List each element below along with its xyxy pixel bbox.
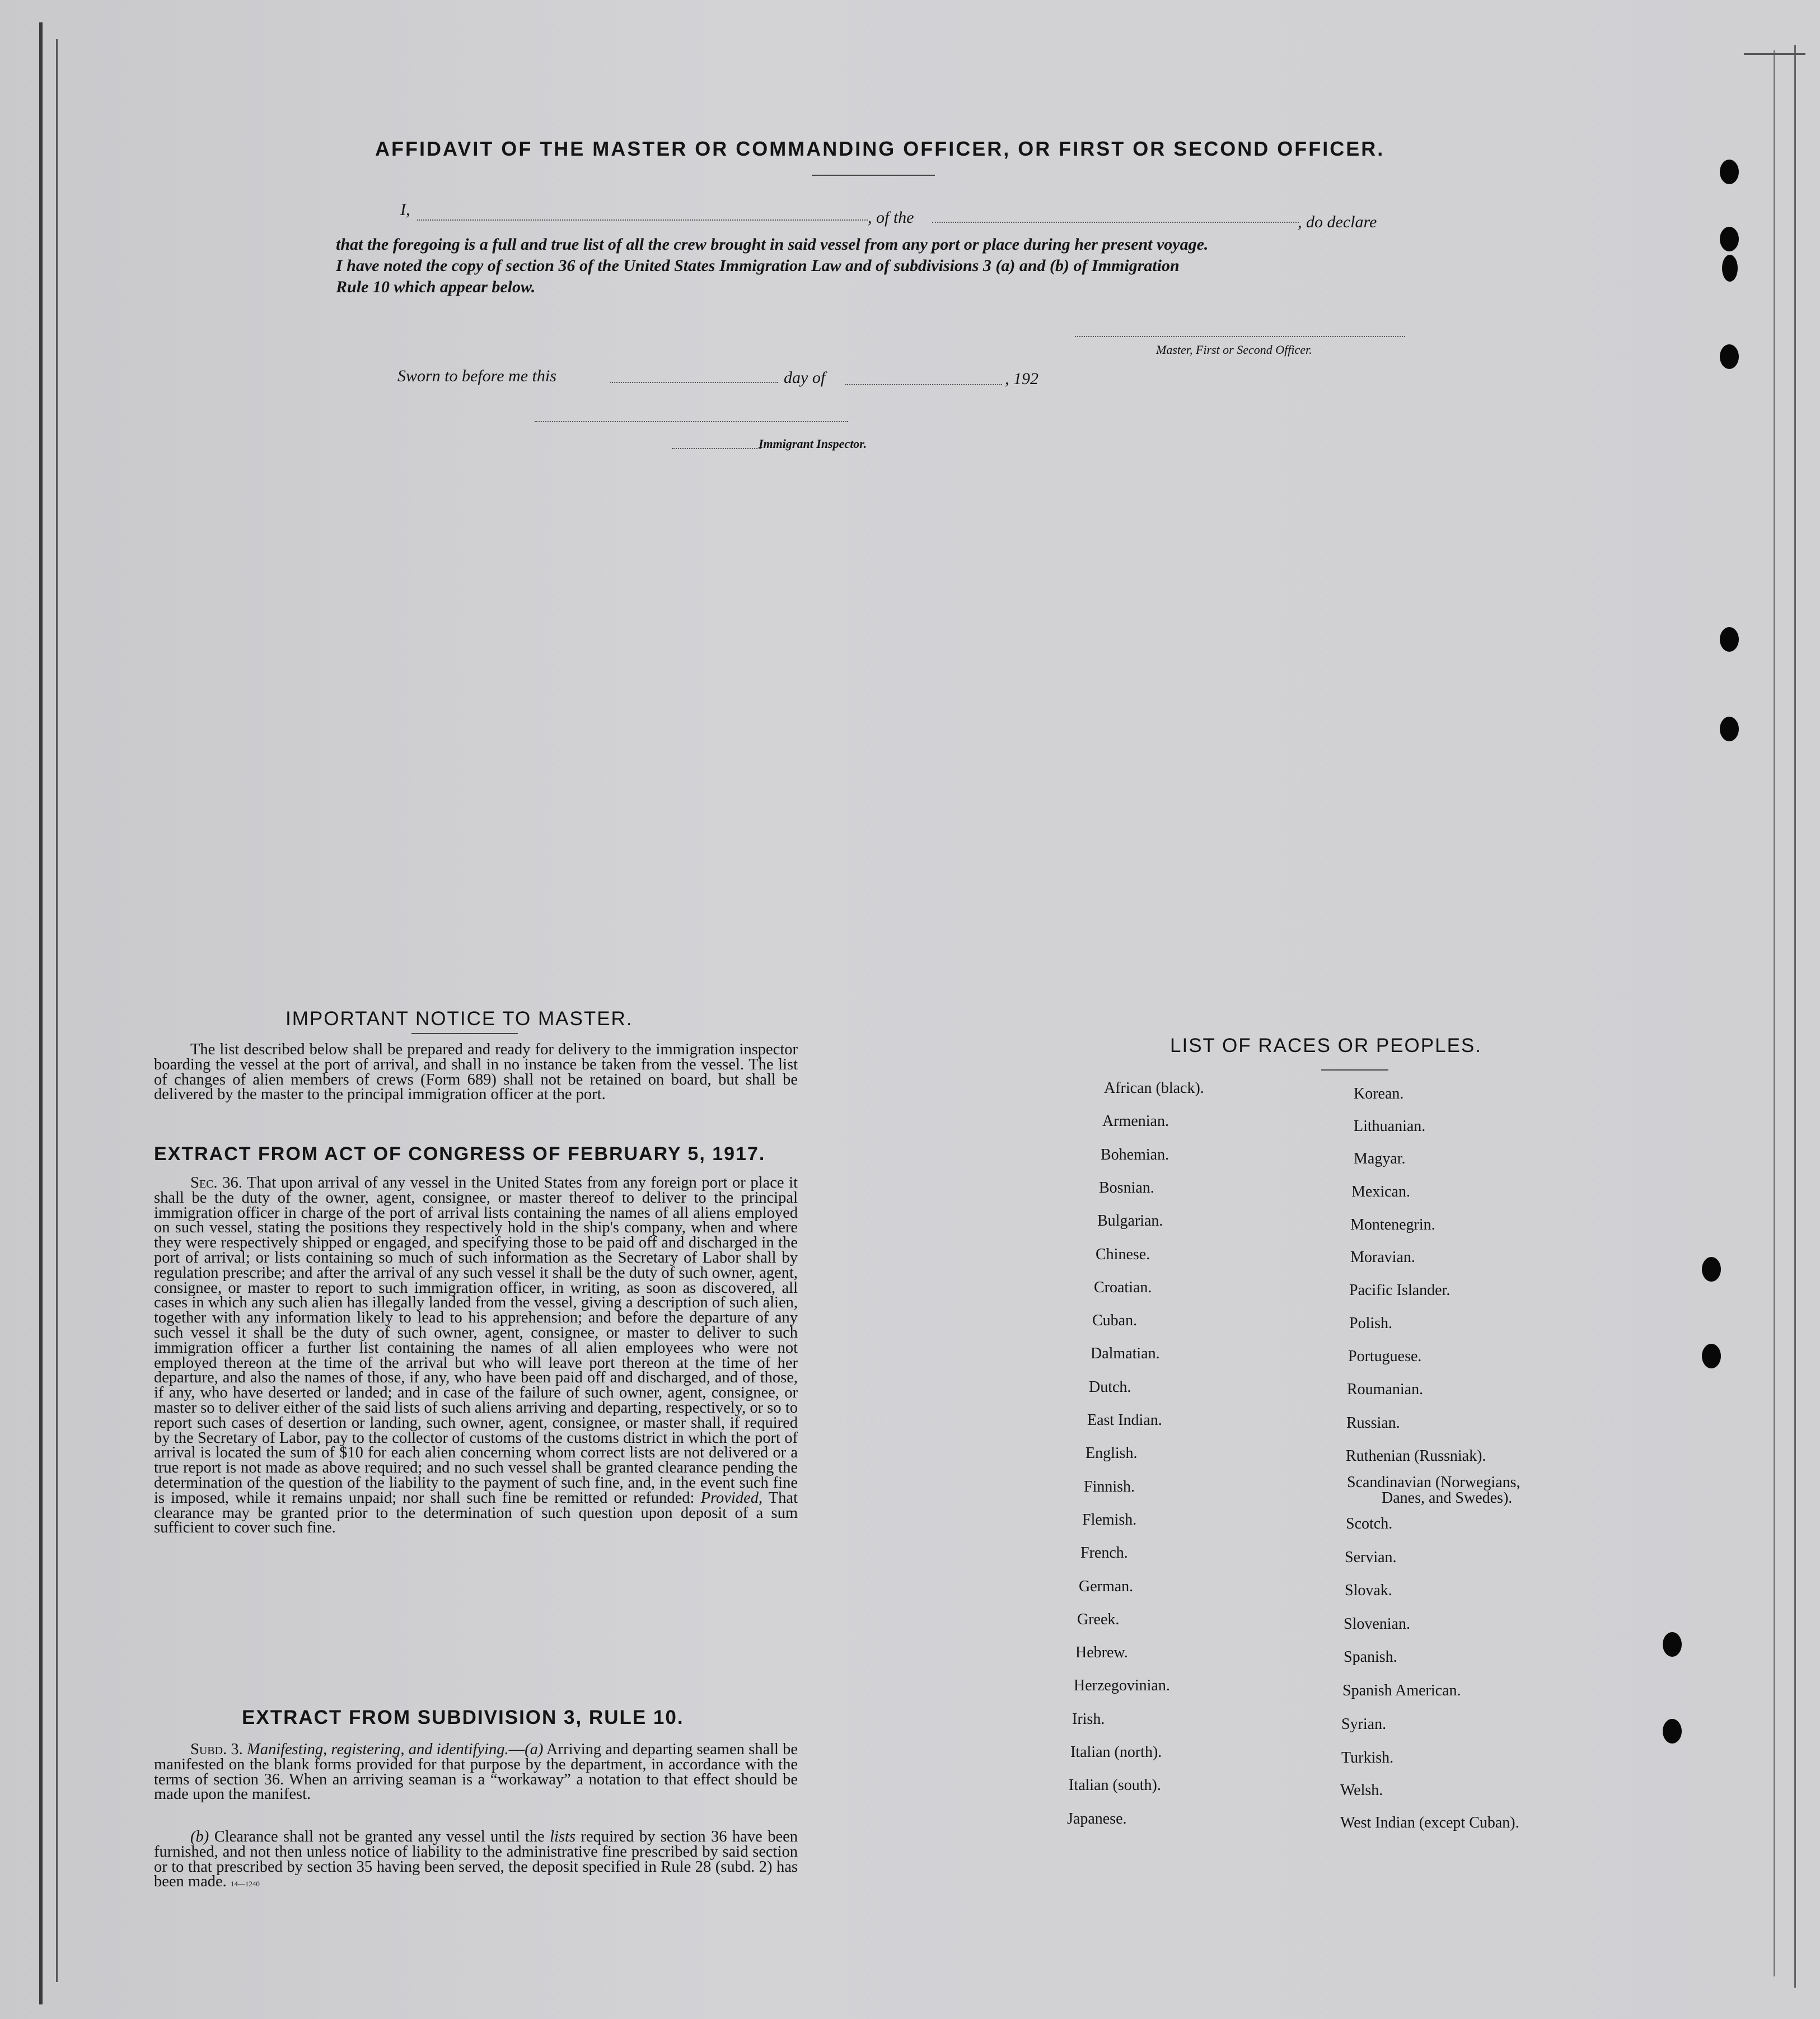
subd-a-label: (a) <box>525 1741 544 1758</box>
race-item: Scotch. <box>1346 1515 1393 1532</box>
inspector-signature-line-2 <box>672 448 761 449</box>
divider <box>812 175 935 176</box>
race-item: Lithuanian. <box>1354 1118 1426 1135</box>
race-item: Ruthenian (Russniak). <box>1346 1447 1486 1465</box>
race-item: West Indian (except Cuban). <box>1340 1814 1519 1831</box>
race-item: Bosnian. <box>1099 1179 1154 1197</box>
punch-hole <box>1722 255 1738 282</box>
notice-text: The list described below shall be prepared and ready for delivery to the immigration inspector boarding the vessel at the port of arrival, and shall in no instance be taken from the vessel. The list of changes of alien members of crews (Form 689) shall not be retained on board, but shall be delivered by the master to the principal immigration officer at the port. <box>154 1041 798 1104</box>
form-number: 14—1240 <box>230 1880 260 1889</box>
race-item: Bohemian. <box>1101 1146 1169 1163</box>
punch-hole <box>1702 1344 1721 1368</box>
race-item: Mexican. <box>1351 1183 1410 1200</box>
inspector-label: Immigrant Inspector. <box>759 437 867 451</box>
vessel-blank-line <box>932 222 1299 223</box>
races-title: LIST OF RACES OR PEOPLES. <box>1170 1035 1482 1057</box>
race-item: Spanish. <box>1344 1648 1397 1666</box>
race-item: Polish. <box>1349 1315 1393 1332</box>
punch-hole <box>1663 1719 1682 1744</box>
race-item: Scandinavian (Norwegians, <box>1347 1474 1520 1491</box>
subd-b-lists: lists <box>550 1828 576 1845</box>
name-blank-line <box>417 219 868 221</box>
master-signature-line <box>1075 336 1405 337</box>
divider <box>1321 1069 1388 1071</box>
extract-act-title: EXTRACT FROM ACT OF CONGRESS OF FEBRUARY 5, 1917. <box>154 1143 766 1165</box>
race-item: Dalmatian. <box>1091 1345 1160 1363</box>
race-item: Irish. <box>1072 1710 1105 1728</box>
sworn-day-blank <box>610 382 778 383</box>
sec-label: Sec. 36. <box>190 1174 242 1191</box>
divider <box>411 1033 518 1034</box>
race-item: Welsh. <box>1340 1782 1383 1799</box>
race-item: East Indian. <box>1087 1412 1162 1429</box>
subd-b-text-1: Clearance shall not be granted any vessel until the <box>214 1828 545 1845</box>
race-item: English. <box>1086 1445 1138 1462</box>
sworn-month-blank <box>845 384 1002 385</box>
race-item: Spanish American. <box>1342 1682 1461 1699</box>
sec-36-text: That upon arrival of any vessel in the United States from any foreign port or place it shall be the duty of the owner, agent, consignee, or master thereof to deliver to the principal immigration officer in charge of the port of arrival lists containing the names of all aliens employed on such vessel, stating the positions they respectively hold in the ship's company, when and where they were respectively shipped or engaged, and specifying those to be paid off and discharged in the port of arrival; or lists containing so much of such information as the Secretary of Labor shall by regulation prescribe; and after the arrival of any such vessel it shall be the duty of such owner, agent, consignee, or master to report to such immigration officer, in writing, as soon as discovered, all cases in which any such alien has illegally landed from the vessel, giving a description of such alien, together with any information likely to lead to his apprehension; and before the departure of any such vessel it shall be the duty of such owner, agent, consignee, or master to deliver to such immigration officer a further list containing the names of all alien employees who were not employed thereon at the time of the arrival but who will leave port thereon at the time of her departure, and also the names of those, if any, who have been paid off and discharged, and of those, if any, who have deserted or landed; and in case of the failure of such owner, agent, consignee, or master so to deliver either of the said lists of such aliens arriving and departing, respectively, or so to report such cases of desertion or landing, such owner, agent, consignee, or master shall, if required by the Secretary of Labor, pay to the collector of customs of the customs district in which the port of arrival is located the sum of $10 for each alien concerning whom correct lists are not delivered or a true report is not made as above required; and no such vessel shall be granted clearance pending the determination of the question of the liability to the payment of such fine, and, in the event such fine is imposed, while it remains unpaid; nor shall such fine be remitted or refunded: <box>154 1174 798 1507</box>
race-item: Italian (south). <box>1069 1777 1161 1794</box>
page-edge-right-outer <box>1794 45 1796 1988</box>
race-item: Montenegrin. <box>1350 1216 1435 1233</box>
subd-a-text: Arriving and departing seamen shall be manifested on the blank forms provided for that purpose by the department, in accordance with the terms of section 36. When an arriving seaman is a “workaway” a notation to that effect should be made upon the manifest. <box>154 1741 798 1803</box>
inspector-signature-line-1 <box>535 421 848 422</box>
race-item: Greek. <box>1077 1610 1120 1628</box>
race-item: Syrian. <box>1341 1716 1387 1733</box>
subd-label: Subd. 3. <box>190 1741 243 1758</box>
race-item: Portuguese. <box>1348 1348 1422 1365</box>
sec-36-text-end: That clearance may be granted prior to the determination of such question upon deposit of a sum sufficient to cover such fine. <box>154 1489 798 1537</box>
sworn-label: Sworn to before me this <box>397 367 556 385</box>
race-item: Turkish. <box>1341 1749 1394 1766</box>
race-item: Danes, and Swedes). <box>1382 1489 1513 1507</box>
subd-b-label: (b) <box>190 1828 209 1845</box>
race-item: German. <box>1079 1577 1134 1595</box>
extract-act-text <box>154 1176 798 1536</box>
race-item: Russian. <box>1346 1414 1400 1432</box>
affidavit-line-1: that the foregoing is a full and true list of all the crew brought in said vessel from any port or place during her present voyage. <box>336 235 1209 254</box>
race-item: Pacific Islander. <box>1349 1282 1451 1299</box>
race-item: Bulgarian. <box>1097 1212 1163 1230</box>
affidavit-of-the-label: , of the <box>868 208 914 227</box>
notice-title: IMPORTANT NOTICE TO MASTER. <box>286 1008 633 1030</box>
race-item: Moravian. <box>1350 1249 1415 1266</box>
affidavit-i-label: I, <box>400 200 410 219</box>
extract-rule-title: EXTRACT FROM SUBDIVISION 3, RULE 10. <box>242 1707 684 1728</box>
race-item: Cuban. <box>1092 1312 1138 1330</box>
race-item: Dutch. <box>1089 1378 1131 1396</box>
race-item: African (black). <box>1104 1079 1204 1097</box>
race-item: Italian (north). <box>1070 1744 1162 1761</box>
subd-b-text-2: required by section 36 have been furnished, and not then unless notice of liability to the administrative fine prescribed by said section or to that prescribed by section 35 having been served, the deposit specified in Rule 28 (subd. 2) has been made. <box>154 1828 798 1891</box>
race-item: Chinese. <box>1096 1245 1150 1263</box>
race-item: Croatian. <box>1094 1278 1152 1296</box>
extract-rule-subd-b <box>154 1830 798 1892</box>
punch-hole <box>1720 627 1739 652</box>
race-item: Flemish. <box>1082 1511 1137 1529</box>
race-item: Korean. <box>1354 1085 1404 1102</box>
race-item: Slovenian. <box>1344 1615 1410 1633</box>
race-item: Armenian. <box>1102 1113 1169 1130</box>
affidavit-line-2: I have noted the copy of section 36 of the United States Immigration Law and of subdivisions 3 (a) and (b) of Immigration <box>336 256 1180 275</box>
year-label: , 192 <box>1005 370 1038 388</box>
page-edge-top-right <box>1744 53 1805 55</box>
punch-hole <box>1720 227 1739 251</box>
day-of-label: day of <box>784 368 826 387</box>
master-signature-label: Master, First or Second Officer. <box>1156 343 1312 357</box>
punch-hole <box>1720 344 1739 369</box>
punch-hole <box>1720 717 1739 741</box>
punch-hole <box>1720 160 1739 184</box>
race-item: French. <box>1080 1544 1128 1562</box>
race-item: Herzegovinian. <box>1074 1677 1170 1695</box>
subd-title: Manifesting, registering, and identifying. <box>246 1741 509 1758</box>
affidavit-line-3: Rule 10 which appear below. <box>336 278 536 296</box>
page-edge-left-inner <box>56 39 58 1982</box>
race-item: Slovak. <box>1345 1582 1392 1599</box>
race-item: Servian. <box>1345 1549 1397 1566</box>
provided-word: Provided, <box>700 1489 763 1507</box>
race-item: Japanese. <box>1067 1810 1127 1828</box>
page-edge-left <box>39 22 43 2004</box>
race-item: Finnish. <box>1084 1478 1135 1495</box>
punch-hole <box>1663 1632 1682 1657</box>
race-item: Roumanian. <box>1347 1381 1424 1398</box>
punch-hole <box>1702 1257 1721 1282</box>
race-item: Hebrew. <box>1075 1644 1128 1662</box>
affidavit-do-declare-label: , do declare <box>1298 213 1377 231</box>
extract-rule-subd-a: Subd. 3. Manifesting, registering, and identifying.—(a) Arriving and departing seamen shall be manifested on the blank forms provided for that purpose by the department, in accordance with the terms of section 36. When an arriving seaman is a “workaway” a notation to that effect should be made upon the manifest. <box>154 1741 798 1803</box>
page-edge-right <box>1774 50 1775 1976</box>
affidavit-title: AFFIDAVIT OF THE MASTER OR COMMANDING OFFICER, OR FIRST OR SECOND OFFICER. <box>375 137 1385 160</box>
race-item: Magyar. <box>1354 1150 1406 1167</box>
